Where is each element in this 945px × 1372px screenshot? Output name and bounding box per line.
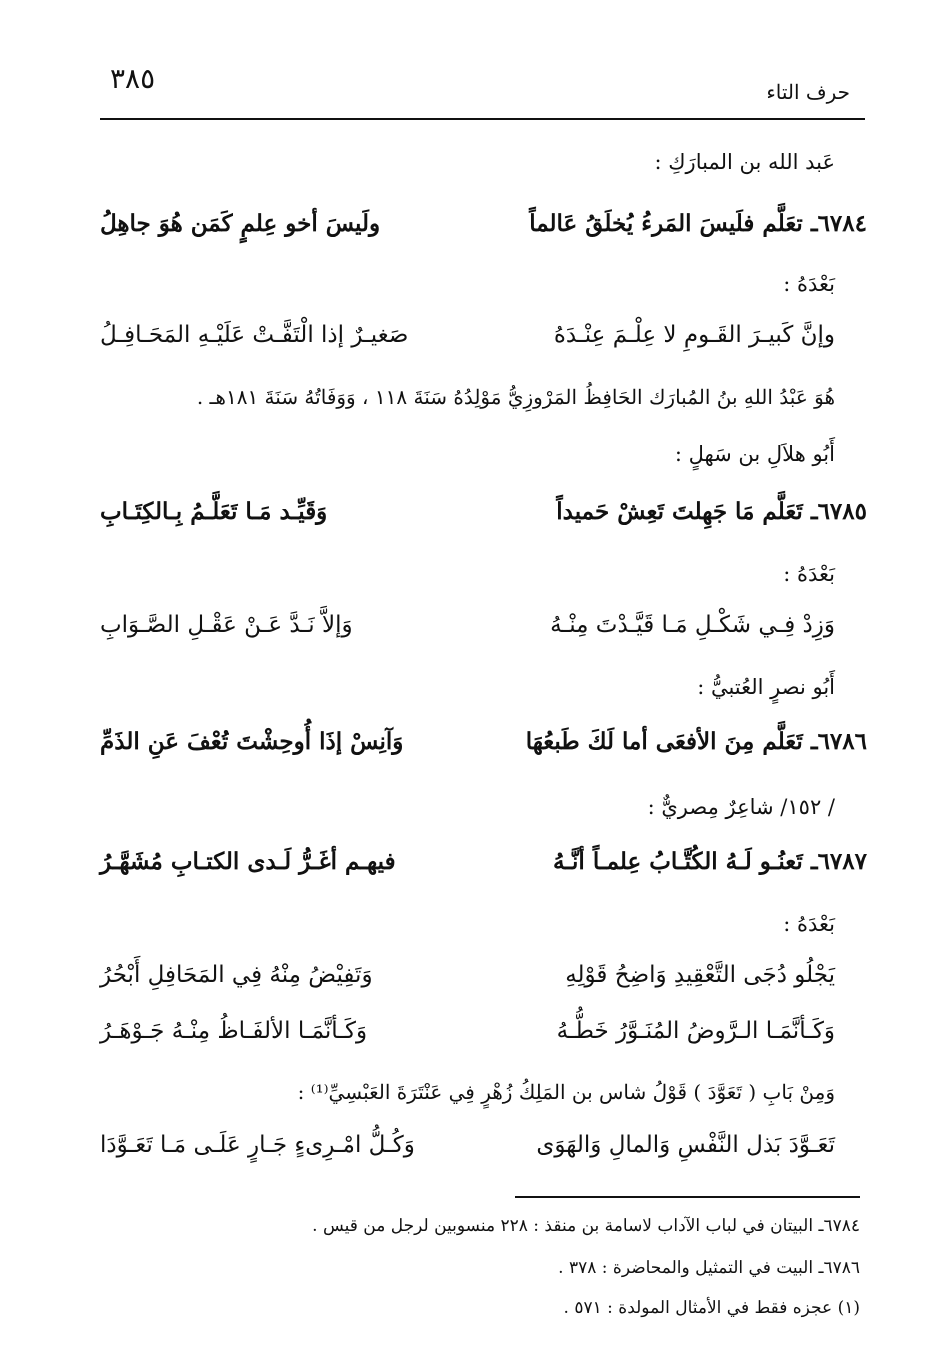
verse-number: ٦٧٨٧ـ xyxy=(810,848,867,875)
verse-line xyxy=(100,498,867,525)
footnote: ٦٧٨٦ـ البيت في التمثيل والمحاضرة : ٣٧٨ . xyxy=(558,1258,860,1278)
verse-text: تَعَلَّم مِنَ الأفعَى أما لَكَ طَبعُهَا xyxy=(525,728,803,755)
page-number: ٣٨٥ xyxy=(110,62,156,95)
verse-second-hemistich: صَغيـرٌ إذا الْتَفَّـتْ عَلَيْـهِ المَحَـافِـلُ xyxy=(100,322,409,348)
verse-second-hemistich: وَإلاَّ نَـدَّ عَـنْ عَقْـلِ الصَّـوَابِ xyxy=(100,612,353,638)
verse-second-hemistich: وَكُـلُّ امْـرِىءٍ جَـارٍ عَلَـى مَـا تَعَـوَّدَا xyxy=(100,1132,415,1158)
verse-line xyxy=(100,728,867,755)
verse-first-hemistich: يَجْلُو دُجَى التَّعْقِيدِ وَاضِحُ قَوْلِهِ xyxy=(565,962,835,988)
footnote: (١) عجزه فقط في الأمثال المولدة : ٥٧١ . xyxy=(563,1298,860,1318)
verse-second-hemistich: وَقَيِّـد مَـا تَعَلَّـمُ بِـالكِتَـابِ xyxy=(100,498,328,525)
verse-second-hemistich: وَآنِسْ إذَا أُوحِشْتَ تُعْفَ عَنِ الذَمِّ xyxy=(100,728,404,755)
after-label: بَعْدَهُ : xyxy=(783,562,835,586)
verse-line xyxy=(100,848,867,875)
after-label: بَعْدَهُ : xyxy=(783,272,835,296)
verse-number: ٦٧٨٦ـ xyxy=(810,728,867,755)
verse-line xyxy=(100,1132,835,1158)
poet-intro: أَبُو نصرٍ العُتبيُّ : xyxy=(697,675,835,699)
verse-second-hemistich: وَتَفِيْضُ مِنْهُ فِي المَحَافِلِ أَبْحُرُ xyxy=(100,962,373,988)
verse-number: ٦٧٨٤ـ xyxy=(810,210,867,237)
biography-note: هُوَ عَبْدُ اللهِ بنُ المُبارَك الحَافِظُ المَرْوزِيُّ مَوْلِدُهُ سَنَةَ ١١٨ ، وَوَفَاتُهُ سَنَةَ ١٨١هـ . xyxy=(196,385,835,409)
verse-first-hemistich xyxy=(553,848,867,875)
poet-intro: / ١٥٢/ شاعِرٌ مِصريٌّ : xyxy=(647,795,835,819)
verse-second-hemistich: فيهـم أغَـرُّ لَـدى الكتـابِ مُشَهَّـرُ xyxy=(100,848,396,875)
verse-first-hemistich: تَعَـوَّدَ بَذل النَّفْسِ وَالمالِ وَالهَوَى xyxy=(536,1132,835,1158)
verse-second-hemistich: وَكَـأنَّمَـا الألفَـاظُ مِنْـهُ جَـوْهَـرُ xyxy=(100,1018,368,1044)
verse-line xyxy=(100,1018,835,1044)
verse-first-hemistich xyxy=(556,498,867,525)
footnote-rule xyxy=(515,1196,860,1198)
chapter-title: حرف التاء xyxy=(766,80,850,104)
header-rule xyxy=(100,118,865,120)
verse-line xyxy=(100,210,867,237)
verse-line xyxy=(100,962,835,988)
verse-line xyxy=(100,612,835,638)
verse-line xyxy=(100,322,835,348)
footnote: ٦٧٨٤ـ البيتان في لباب الآداب لاسامة بن منقذ : ٢٢٨ منسوبين لرجل من قيس . xyxy=(312,1216,860,1236)
verse-second-hemistich: ولَيسَ أخو عِلمٍ كَمَن هُوَ جاهِلُ xyxy=(100,210,381,237)
verse-first-hemistich xyxy=(529,210,867,237)
section-note: وَمِنْ بَابِ ( تَعَوَّدَ ) قَوْلُ شاس بن المَلِكُ زُهْرٍ فِي عَنْتَرَةَ العَبْسِيِّ⁽¹⁾ : xyxy=(297,1080,835,1104)
verse-number: ٦٧٨٥ـ xyxy=(810,498,867,525)
verse-first-hemistich: وَزِدْ فِـي شَكْـلِ مَـا قَيَّـدْتَ مِنْـهُ xyxy=(550,612,835,638)
verse-first-hemistich: وإنَّ كَبيـرَ القَـومِ لا عِلْـمَ عِنْـدَهُ xyxy=(553,322,835,348)
poet-intro: أَبُو هلاَلِ بن سَهلٍ : xyxy=(674,442,835,466)
verse-first-hemistich xyxy=(526,728,867,755)
poet-intro: عَبد الله بن المبارَكِ : xyxy=(654,150,835,174)
verse-text: تَعنُـو لَـهُ الكُتَّـابُ عِلمـاً أنَّـهُ xyxy=(552,848,803,875)
after-label: بَعْدَهُ : xyxy=(783,912,835,936)
verse-text: تَعَلَّم مَا جَهِلتَ تَعِشْ حَميداً xyxy=(556,498,803,525)
verse-first-hemistich: وَكَـأنَّمَـا الـرَّوضُ المُنَـوَّرُ خَطُّـهُ xyxy=(556,1018,835,1044)
verse-text: تعَلَّم فلَيسَ المَرءُ يُخلَقُ عَالماً xyxy=(529,210,803,237)
